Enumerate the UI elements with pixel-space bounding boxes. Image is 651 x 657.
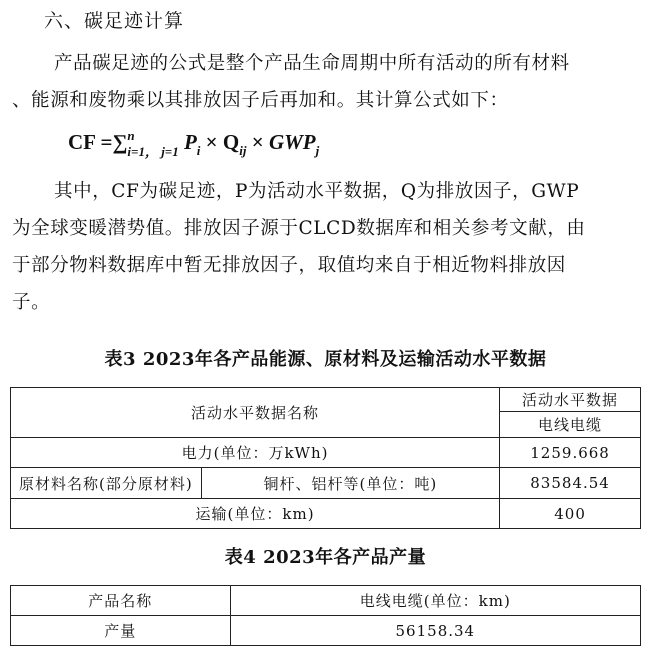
formula-lhs: CF = [68,130,113,154]
explanation-paragraph [12,173,640,321]
formula-sum-lower: i=1， j=1 [127,144,179,159]
intro-paragraph [12,45,640,119]
formula-q: Q [222,130,240,154]
formula-times: × [205,130,218,154]
row-electricity-label: 电力(单位：万kWh) [11,438,500,468]
formula-sum-symbol: ∑ [112,130,128,154]
row-output-label: 产量 [11,616,231,646]
formula-q-sub: ij [239,143,247,158]
header-product-name: 产品名称 [11,586,231,616]
row-material-label: 铜杆、铝杆等(单位：吨) [201,468,499,499]
paragraph-line: 产品碳足迹的公式是整个产品生命周期中所有活动的所有材料 [54,53,570,74]
formula-gwp: GWP [268,130,316,154]
header-activity-name: 活动水平数据名称 [11,388,500,438]
paragraph-line: 为全球变暖潜势值。排放因子源于CLCD数据库和相关参考文献，由 [12,218,586,239]
formula-p-sub: i [196,143,201,158]
row-electricity-value: 1259.668 [500,438,641,468]
paragraph-line: 、能源和废物乘以其排放因子后再加和。其计算公式如下： [12,90,509,111]
section-heading: 六、碳足迹计算 [44,10,185,32]
paragraph-line: 于部分物料数据库中暂无排放因子，取值均来自于相近物料排放因 [12,255,566,276]
paragraph-line: 子。 [12,292,51,313]
table3-caption: 表3 2023年各产品能源、原材料及运输活动水平数据 [104,349,547,370]
table4-caption: 表4 2023年各产品产量 [224,547,427,568]
formula-times: × [251,130,264,154]
header-product-unit: 电线电缆(单位：km) [230,586,640,616]
row-material-value: 83584.54 [500,468,641,499]
row-output-value: 56158.34 [230,616,640,646]
carbon-footprint-formula [68,128,320,159]
production-table [10,585,641,646]
header-product: 电线电缆 [500,412,641,438]
row-material-category: 原材料名称(部分原材料) [11,468,202,499]
row-transport-value: 400 [500,499,641,529]
activity-data-table [10,387,641,529]
paragraph-line: 其中，CF为碳足迹，P为活动水平数据，Q为排放因子，GWP [54,181,580,202]
header-activity-data: 活动水平数据 [500,388,641,412]
formula-gwp-sub: j [315,143,320,158]
formula-p: P [183,130,197,154]
formula-sum-upper: n [127,128,135,143]
row-transport-label: 运输(单位：km) [11,499,500,529]
